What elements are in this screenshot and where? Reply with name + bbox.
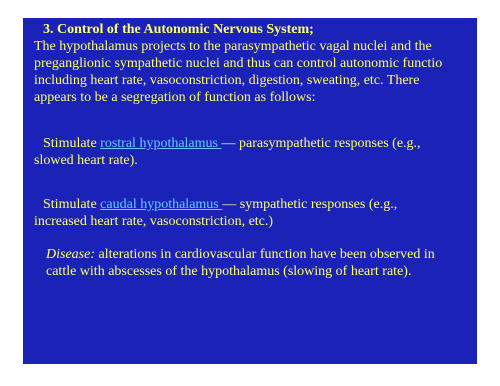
disease-text: alterations in cardiovascular function have been observed in [95,247,435,262]
caudal-line [43,196,397,213]
caudal-hypothalamus-link[interactable]: caudal hypothalamus [100,197,223,212]
disease-line [46,246,435,263]
intro-line: The hypothalamus projects to the parasympathetic vagal nuclei and the [34,39,432,54]
intro-line: including heart rate, vasoconstriction, digestion, sweating, etc. There [34,73,420,88]
slide [23,18,477,364]
intro-line: preganglionic sympathetic nuclei and thus can control autonomic functio [34,56,443,71]
slide-heading: 3. Control of the Autonomic Nervous System; [43,22,314,37]
rostral-hypothalamus-link[interactable]: rostral hypothalamus [100,136,222,151]
disease-line-2: cattle with abscesses of the hypothalamus (slowing of heart rate). [46,264,412,279]
disease-label: Disease: [46,247,95,262]
intro-line: appears to be a segregation of function as follows: [34,90,316,105]
rostral-line-2: slowed heart rate). [34,153,138,168]
caudal-prefix: Stimulate [43,197,101,212]
rostral-prefix: Stimulate [43,136,101,151]
rostral-line [43,135,421,152]
caudal-line-2: increased heart rate, vasoconstriction, etc.) [34,214,274,229]
caudal-suffix: — sympathetic responses (e.g., [222,197,398,212]
rostral-suffix: — parasympathetic responses (e.g., [221,136,421,151]
